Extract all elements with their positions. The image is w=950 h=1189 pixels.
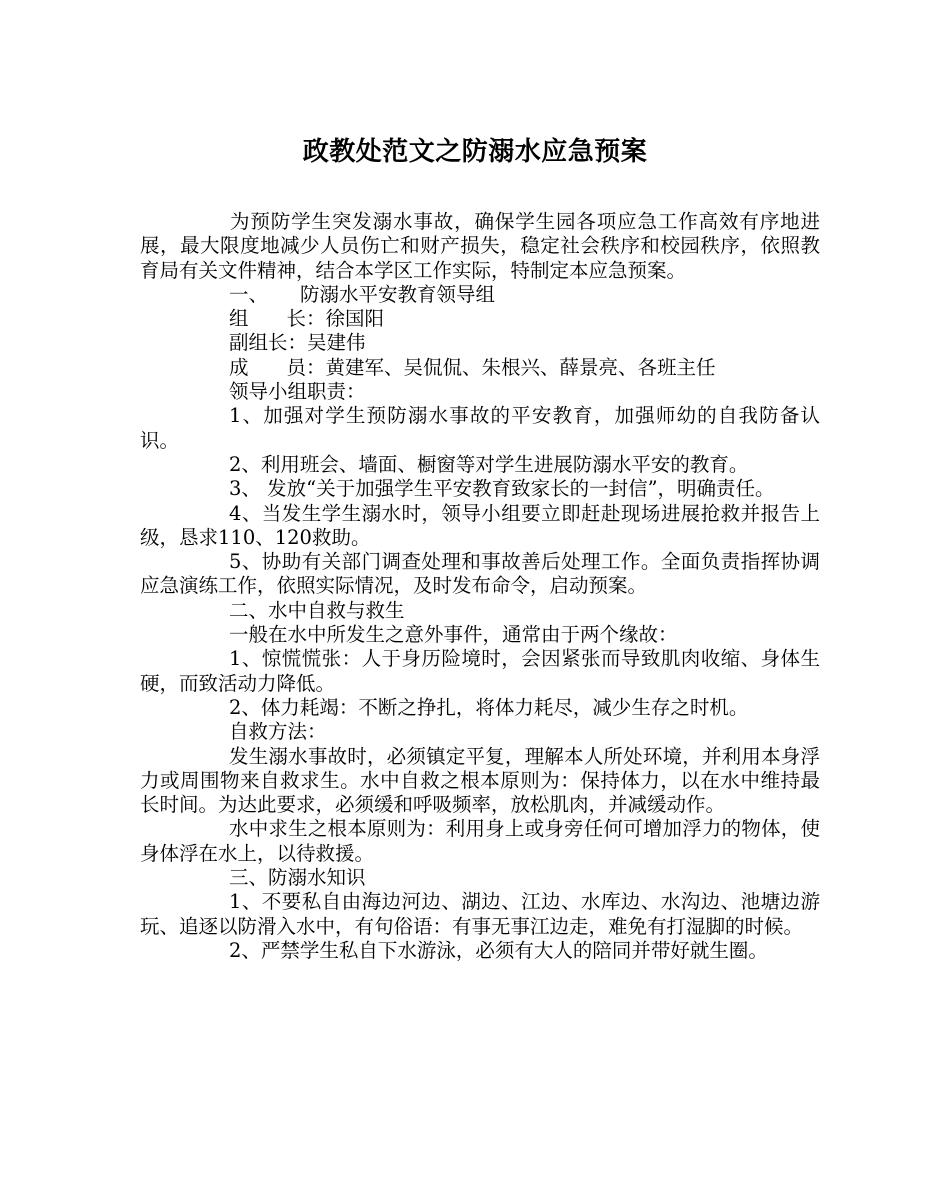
section1-heading-text: 防溺水平安教育领导组 xyxy=(300,282,496,306)
members-label-b: 员： xyxy=(286,355,326,379)
section1-heading xyxy=(140,283,820,307)
members-list: 黄建军、吴侃侃、朱根兴、薛景亮、各班主任 xyxy=(325,355,716,379)
survival-paragraph: 水中求生之根本原则为：利用身上或身旁任何可增加浮力的物体，使身体浮在水上，以待救援。 xyxy=(140,817,820,865)
intro-paragraph: 为预防学生突发溺水事故，确保学生园各项应急工作高效有序地进展，最大限度地减少人员伤亡和财产损失，稳定社会秩序和校园秩序，依照教育局有关文件精神，结合本学区工作实际，特制定本应急预案。 xyxy=(140,210,820,282)
document-title: 政教处范文之防溺水应急预案 xyxy=(302,137,648,167)
cause-item-2: 2、体力耗竭：不断之挣扎，将体力耗尽，减少生存之时机。 xyxy=(229,695,749,719)
document-body xyxy=(140,210,820,963)
duties-heading: 领导小组职责： xyxy=(229,380,366,404)
section2-heading: 二、水中自救与救生 xyxy=(229,598,405,622)
duty-item-2: 2、利用班会、墙面、橱窗等对学生进展防溺水平安的教育。 xyxy=(229,452,749,476)
duty-item-5: 5、协助有关部门调查处理和事故善后处理工作。全面负责指挥协调应急演练工作，依照实际情况，及时发布命令，启动预案。 xyxy=(140,550,820,598)
section1-heading-number: 一、 xyxy=(229,282,269,306)
duty-item-4: 4、当发生学生溺水时，领导小组要立即赶赴现场进展抢救并报告上级，恳求110、120救助。 xyxy=(140,501,820,549)
deputy-line: 副组长：吴建伟 xyxy=(229,331,366,355)
members-label-a: 成 xyxy=(229,355,249,379)
leader-label-b: 长： xyxy=(286,307,326,331)
self-rescue-paragraph: 发生溺水事故时，必须镇定平复，理解本人所处环境，并利用本身浮力或周围物来自救求生。水中自救之根本原则为：保持体力，以在水中维持最长时间。为达此要求，必须缓和呼吸频率，放松肌肉，并减缓动作。 xyxy=(140,744,820,817)
causes-intro: 一般在水中所发生之意外事件，通常由于两个缘故： xyxy=(229,623,678,647)
leader-name: 徐国阳 xyxy=(325,307,385,331)
cause-item-1: 1、惊慌慌张：人于身历险境时，会因紧张而导致肌肉收缩、身体生硬，而致活动力降低。 xyxy=(140,647,820,695)
duty-item-3: 3、 发放“关于加强学生平安教育致家长的一封信”，明确责任。 xyxy=(229,477,775,501)
self-rescue-heading: 自救方法： xyxy=(229,720,327,744)
leader-label-a: 组 xyxy=(229,307,249,331)
knowledge-item-2: 2、严禁学生私自下水游泳，必须有大人的陪同并带好就生圈。 xyxy=(229,938,768,962)
section3-heading: 三、防溺水知识 xyxy=(229,866,366,890)
leader-line xyxy=(140,307,820,331)
members-line xyxy=(140,356,820,380)
knowledge-item-1: 1、不要私自由海边河边、湖边、江边、水库边、水沟边、池塘边游玩、追逐以防滑入水中，有句俗语：有事无事江边走，难免有打湿脚的时候。 xyxy=(140,890,820,938)
duty-item-1: 1、加强对学生预防溺水事故的平安教育，加强师幼的自我防备认识。 xyxy=(140,404,820,452)
